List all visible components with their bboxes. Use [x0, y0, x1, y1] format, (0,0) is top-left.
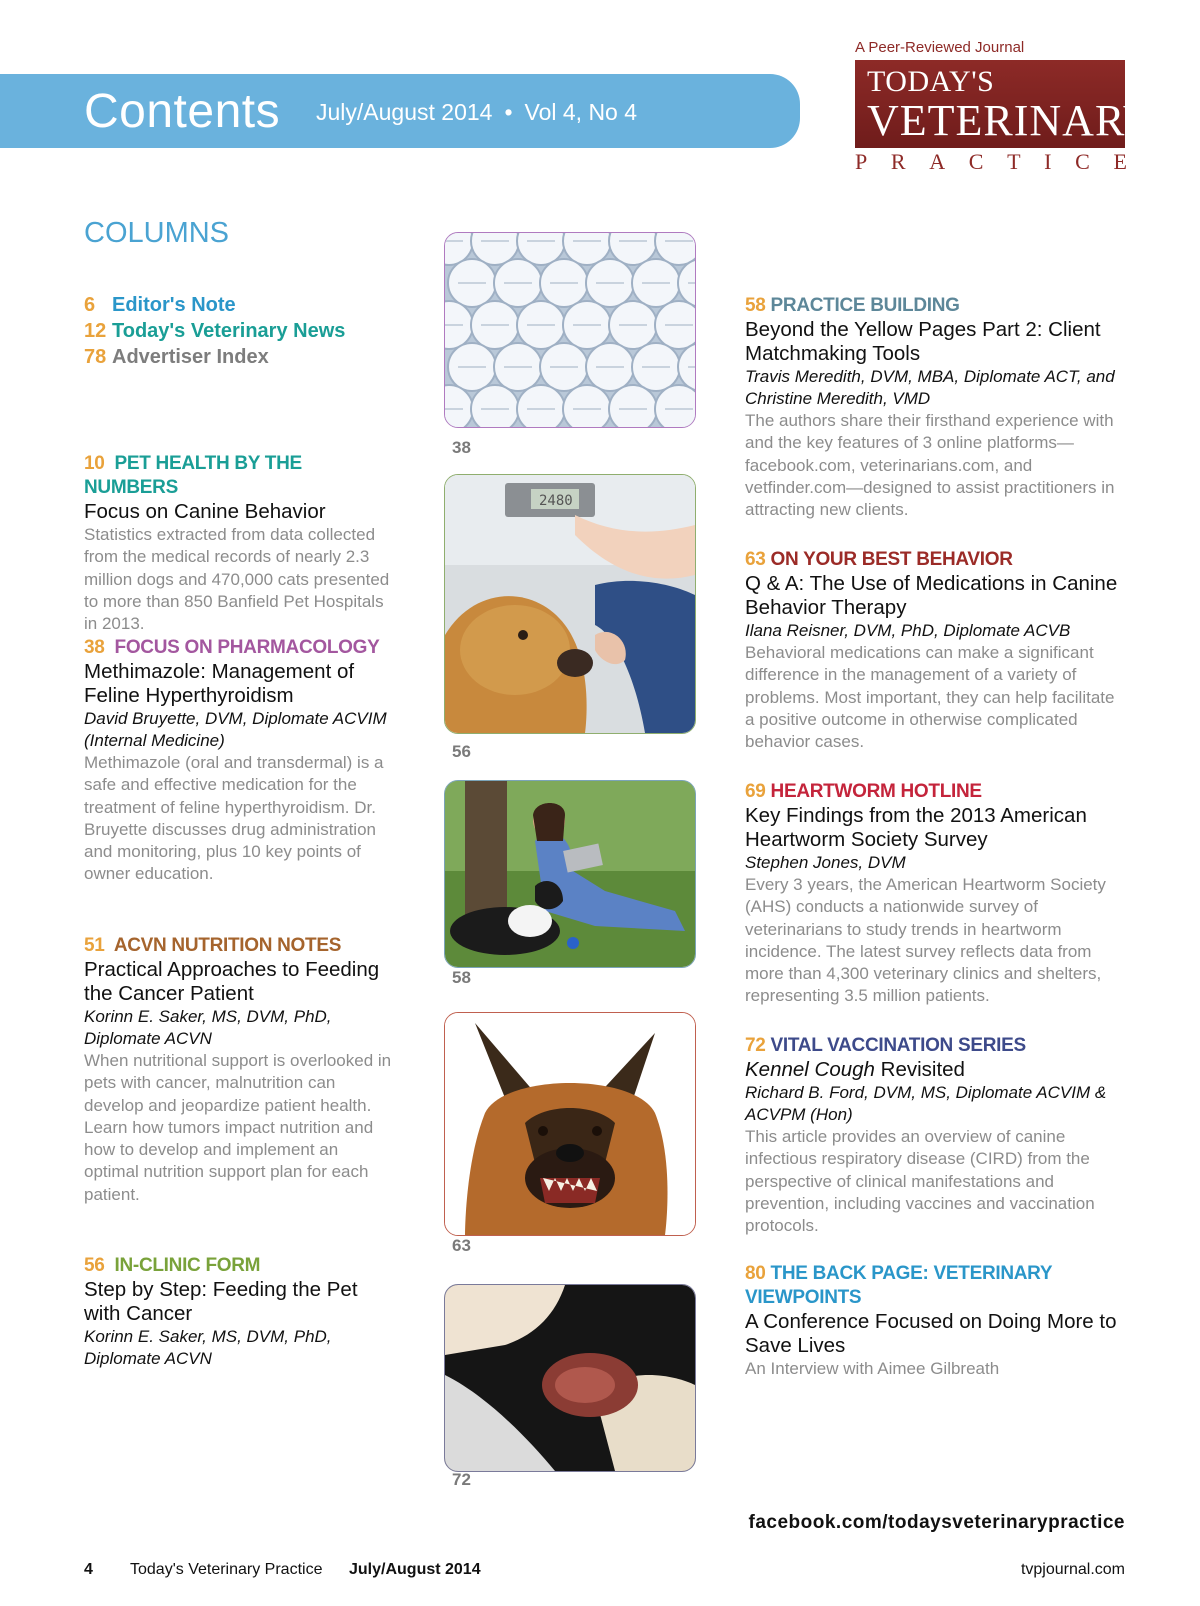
- pill: [563, 385, 611, 427]
- quick-link-advertiser-index[interactable]: [84, 344, 269, 370]
- article-page: 58: [745, 295, 766, 316]
- article-author: Travis Meredith, DVM, MBA, Diplomate ACT, and Christine Meredith, VMD: [745, 367, 1115, 408]
- ear-exam-illustration: [445, 1285, 695, 1471]
- logo-letter: R: [890, 149, 906, 174]
- quick-link-page: 6: [84, 294, 96, 316]
- quick-link-editors-note[interactable]: [84, 292, 236, 318]
- article-page: 63: [745, 549, 766, 570]
- photo-page-number: 56: [452, 742, 471, 761]
- logo-tagline: A Peer-Reviewed Journal: [855, 39, 1025, 56]
- article-title-rest: Revisited: [874, 1058, 965, 1081]
- article-description: Behavioral medications can make a significant difference in the management of a variety of problems. Most important, they can help facilitate a positive outcome in otherwise complicated behavior cases.: [745, 643, 1115, 752]
- article-category: [745, 548, 1125, 572]
- article-title: Focus on Canine Behavior: [84, 500, 326, 523]
- article-author: Richard B. Ford, DVM, MS, Diplomate ACVIM & ACVPM (Hon): [745, 1083, 1107, 1124]
- woman-with-dog-photo: [444, 780, 696, 968]
- logo-line-practice: [855, 150, 1127, 174]
- article-category-label: PRACTICE BUILDING: [770, 295, 960, 316]
- footer-publication: Today's Veterinary Practice: [130, 1561, 323, 1578]
- quick-link-label: Advertiser Index: [112, 346, 269, 368]
- article-vaccination[interactable]: [745, 1034, 1125, 1237]
- logo-letter: C: [1075, 149, 1090, 174]
- pills-photo: [444, 232, 696, 428]
- dog-on-scale-photo: [444, 474, 696, 734]
- article-description: Statistics extracted from data collected from the medical records of nearly 2.3 million dogs and 470,000 cats presented to more than 850 Banfield Pet Hospitals in 2013.: [84, 525, 390, 634]
- article-category-label: ON YOUR BEST BEHAVIOR: [770, 549, 1013, 570]
- article-description: This article provides an overview of canine infectious respiratory disease (CIRD) from the perspective of clinical manifestations and prevention, including vaccines and vaccination protocols.: [745, 1127, 1095, 1236]
- growling-dog-illustration: [445, 1013, 695, 1235]
- article-title: Practical Approaches to Feeding the Cancer Patient: [84, 958, 380, 1005]
- article-nutrition[interactable]: [84, 934, 394, 1206]
- article-category-label: ACVN NUTRITION NOTES: [113, 935, 342, 956]
- photo-page-number: 63: [452, 1236, 471, 1255]
- quick-link-page: 12: [84, 320, 107, 342]
- article-page: 51: [84, 935, 105, 956]
- quick-link-todays-veterinary-news[interactable]: [84, 318, 345, 344]
- page-title: Contents: [84, 85, 281, 138]
- article-title: Methimazole: Management of Feline Hyperthyroidism: [84, 660, 355, 707]
- article-title-italic: Kennel Cough: [745, 1058, 875, 1081]
- pill: [471, 385, 519, 427]
- pills-illustration: [445, 233, 695, 427]
- article-page: 38: [84, 637, 105, 658]
- footer-date: July/August 2014: [349, 1561, 481, 1578]
- article-category: [84, 934, 394, 958]
- article-title: Step by Step: Feeding the Pet with Cancer: [84, 1278, 358, 1325]
- issue-info: [316, 98, 637, 126]
- quick-link-label: Today's Veterinary News: [112, 320, 346, 342]
- pill: [517, 385, 565, 427]
- article-description: Methimazole (oral and transdermal) is a safe and effective medication for the treatment of feline hyperthyroidism. Dr. Bruyette discusses drug administration and monitoring, plus 10 key points of owner education.: [84, 753, 384, 884]
- photo-page-number: 58: [452, 968, 471, 987]
- article-category: [745, 1262, 1125, 1310]
- article-category-label: PET HEALTH BY THE NUMBERS: [84, 453, 302, 498]
- logo-line-veterinary: VETERINARY: [867, 96, 1156, 145]
- article-in-clinic-form[interactable]: [84, 1254, 394, 1370]
- article-category-label: HEARTWORM HOTLINE: [770, 781, 982, 802]
- article-title: Key Findings from the 2013 American Heartworm Society Survey: [745, 804, 1087, 851]
- logo-line-todays: TODAY'S: [867, 65, 995, 98]
- article-pet-health[interactable]: [84, 452, 394, 635]
- logo-letter: T: [1007, 149, 1021, 174]
- photo-page-number: 38: [452, 438, 471, 457]
- article-category: [745, 294, 1125, 318]
- logo-letter: C: [968, 149, 984, 174]
- quick-link-label: Editor's Note: [112, 294, 236, 316]
- logo-letter: I: [1044, 149, 1052, 174]
- article-page: 72: [745, 1035, 766, 1056]
- article-practice-building[interactable]: [745, 294, 1125, 521]
- article-description: Every 3 years, the American Heartworm Society (AHS) conducts a nationwide survey of veterinarians to study trends in heartworm incidence. The latest survey reflects data from more than 4,300 veterinary clinics and shelters, representing 3.5 million patients.: [745, 875, 1106, 1006]
- article-title: A Conference Focused on Doing More to Save Lives: [745, 1310, 1117, 1357]
- facebook-link[interactable]: facebook.com/todaysveterinarypractice: [748, 1512, 1125, 1533]
- growling-dog-photo: [444, 1012, 696, 1236]
- issue-separator: •: [504, 99, 513, 125]
- footer-page-number: 4: [84, 1561, 93, 1578]
- article-category: [84, 452, 394, 500]
- article-description: The authors share their firsthand experience with and the key features of 3 online platforms—facebook.com, veterinarians.com, and vetfinder.com—designed to assist practitioners in attracting new clients.: [745, 411, 1115, 520]
- article-author: David Bruyette, DVM, Diplomate ACVIM (Internal Medicine): [84, 709, 387, 750]
- article-category-label: IN-CLINIC FORM: [114, 1255, 261, 1276]
- article-category-label: FOCUS ON PHARMACOLOGY: [114, 637, 380, 658]
- woman-dog-illustration: [445, 781, 695, 967]
- issue-date: July/August 2014: [316, 99, 493, 125]
- article-description: An Interview with Aimee Gilbreath: [745, 1359, 1000, 1378]
- pill: [609, 385, 657, 427]
- logo-letter: P: [855, 149, 868, 174]
- footer-website[interactable]: tvpjournal.com: [1020, 1561, 1125, 1578]
- article-author: Korinn E. Saker, MS, DVM, PhD, Diplomate ACVN: [84, 1007, 332, 1048]
- article-author: Korinn E. Saker, MS, DVM, PhD, Diplomate ACVN: [84, 1327, 332, 1368]
- article-page: 10: [84, 453, 105, 474]
- dog-scale-illustration: [445, 475, 695, 733]
- article-description: When nutritional support is overlooked in pets with cancer, malnutrition can develop and jeopardize patient health. Learn how tumors impact nutrition and how to develop and implement an optimal nutrition support plan for each patient.: [84, 1051, 392, 1204]
- quick-link-page: 78: [84, 346, 107, 368]
- article-category: [745, 1034, 1125, 1058]
- article-title: [745, 1058, 1125, 1082]
- article-category: [745, 780, 1125, 804]
- article-best-behavior[interactable]: [745, 548, 1125, 753]
- article-title: Q & A: The Use of Medications in Canine Behavior Therapy: [745, 572, 1118, 619]
- article-back-page[interactable]: [745, 1262, 1125, 1380]
- photo-page-number: 72: [452, 1470, 471, 1489]
- scale-readout: 2480: [539, 493, 573, 509]
- article-author: Ilana Reisner, DVM, PhD, Diplomate ACVB: [745, 621, 1071, 640]
- dog-ear-exam-photo: [444, 1284, 696, 1472]
- issue-volume: Vol 4, No 4: [524, 99, 638, 125]
- article-page: 69: [745, 781, 766, 802]
- article-title: Beyond the Yellow Pages Part 2: Client Matchmaking Tools: [745, 318, 1101, 365]
- article-category: [84, 636, 394, 660]
- article-page: 56: [84, 1255, 105, 1276]
- columns-heading: COLUMNS: [84, 217, 230, 249]
- article-category-label: VITAL VACCINATION SERIES: [770, 1035, 1026, 1056]
- logo-letter: E: [1113, 149, 1127, 174]
- article-category: [84, 1254, 394, 1278]
- article-page: 80: [745, 1263, 766, 1284]
- logo-letter: A: [929, 149, 946, 174]
- article-author: Stephen Jones, DVM: [745, 853, 906, 872]
- article-heartworm[interactable]: [745, 780, 1125, 1008]
- article-pharmacology[interactable]: [84, 636, 394, 886]
- article-category-label: THE BACK PAGE: VETERINARY VIEWPOINTS: [745, 1263, 1052, 1308]
